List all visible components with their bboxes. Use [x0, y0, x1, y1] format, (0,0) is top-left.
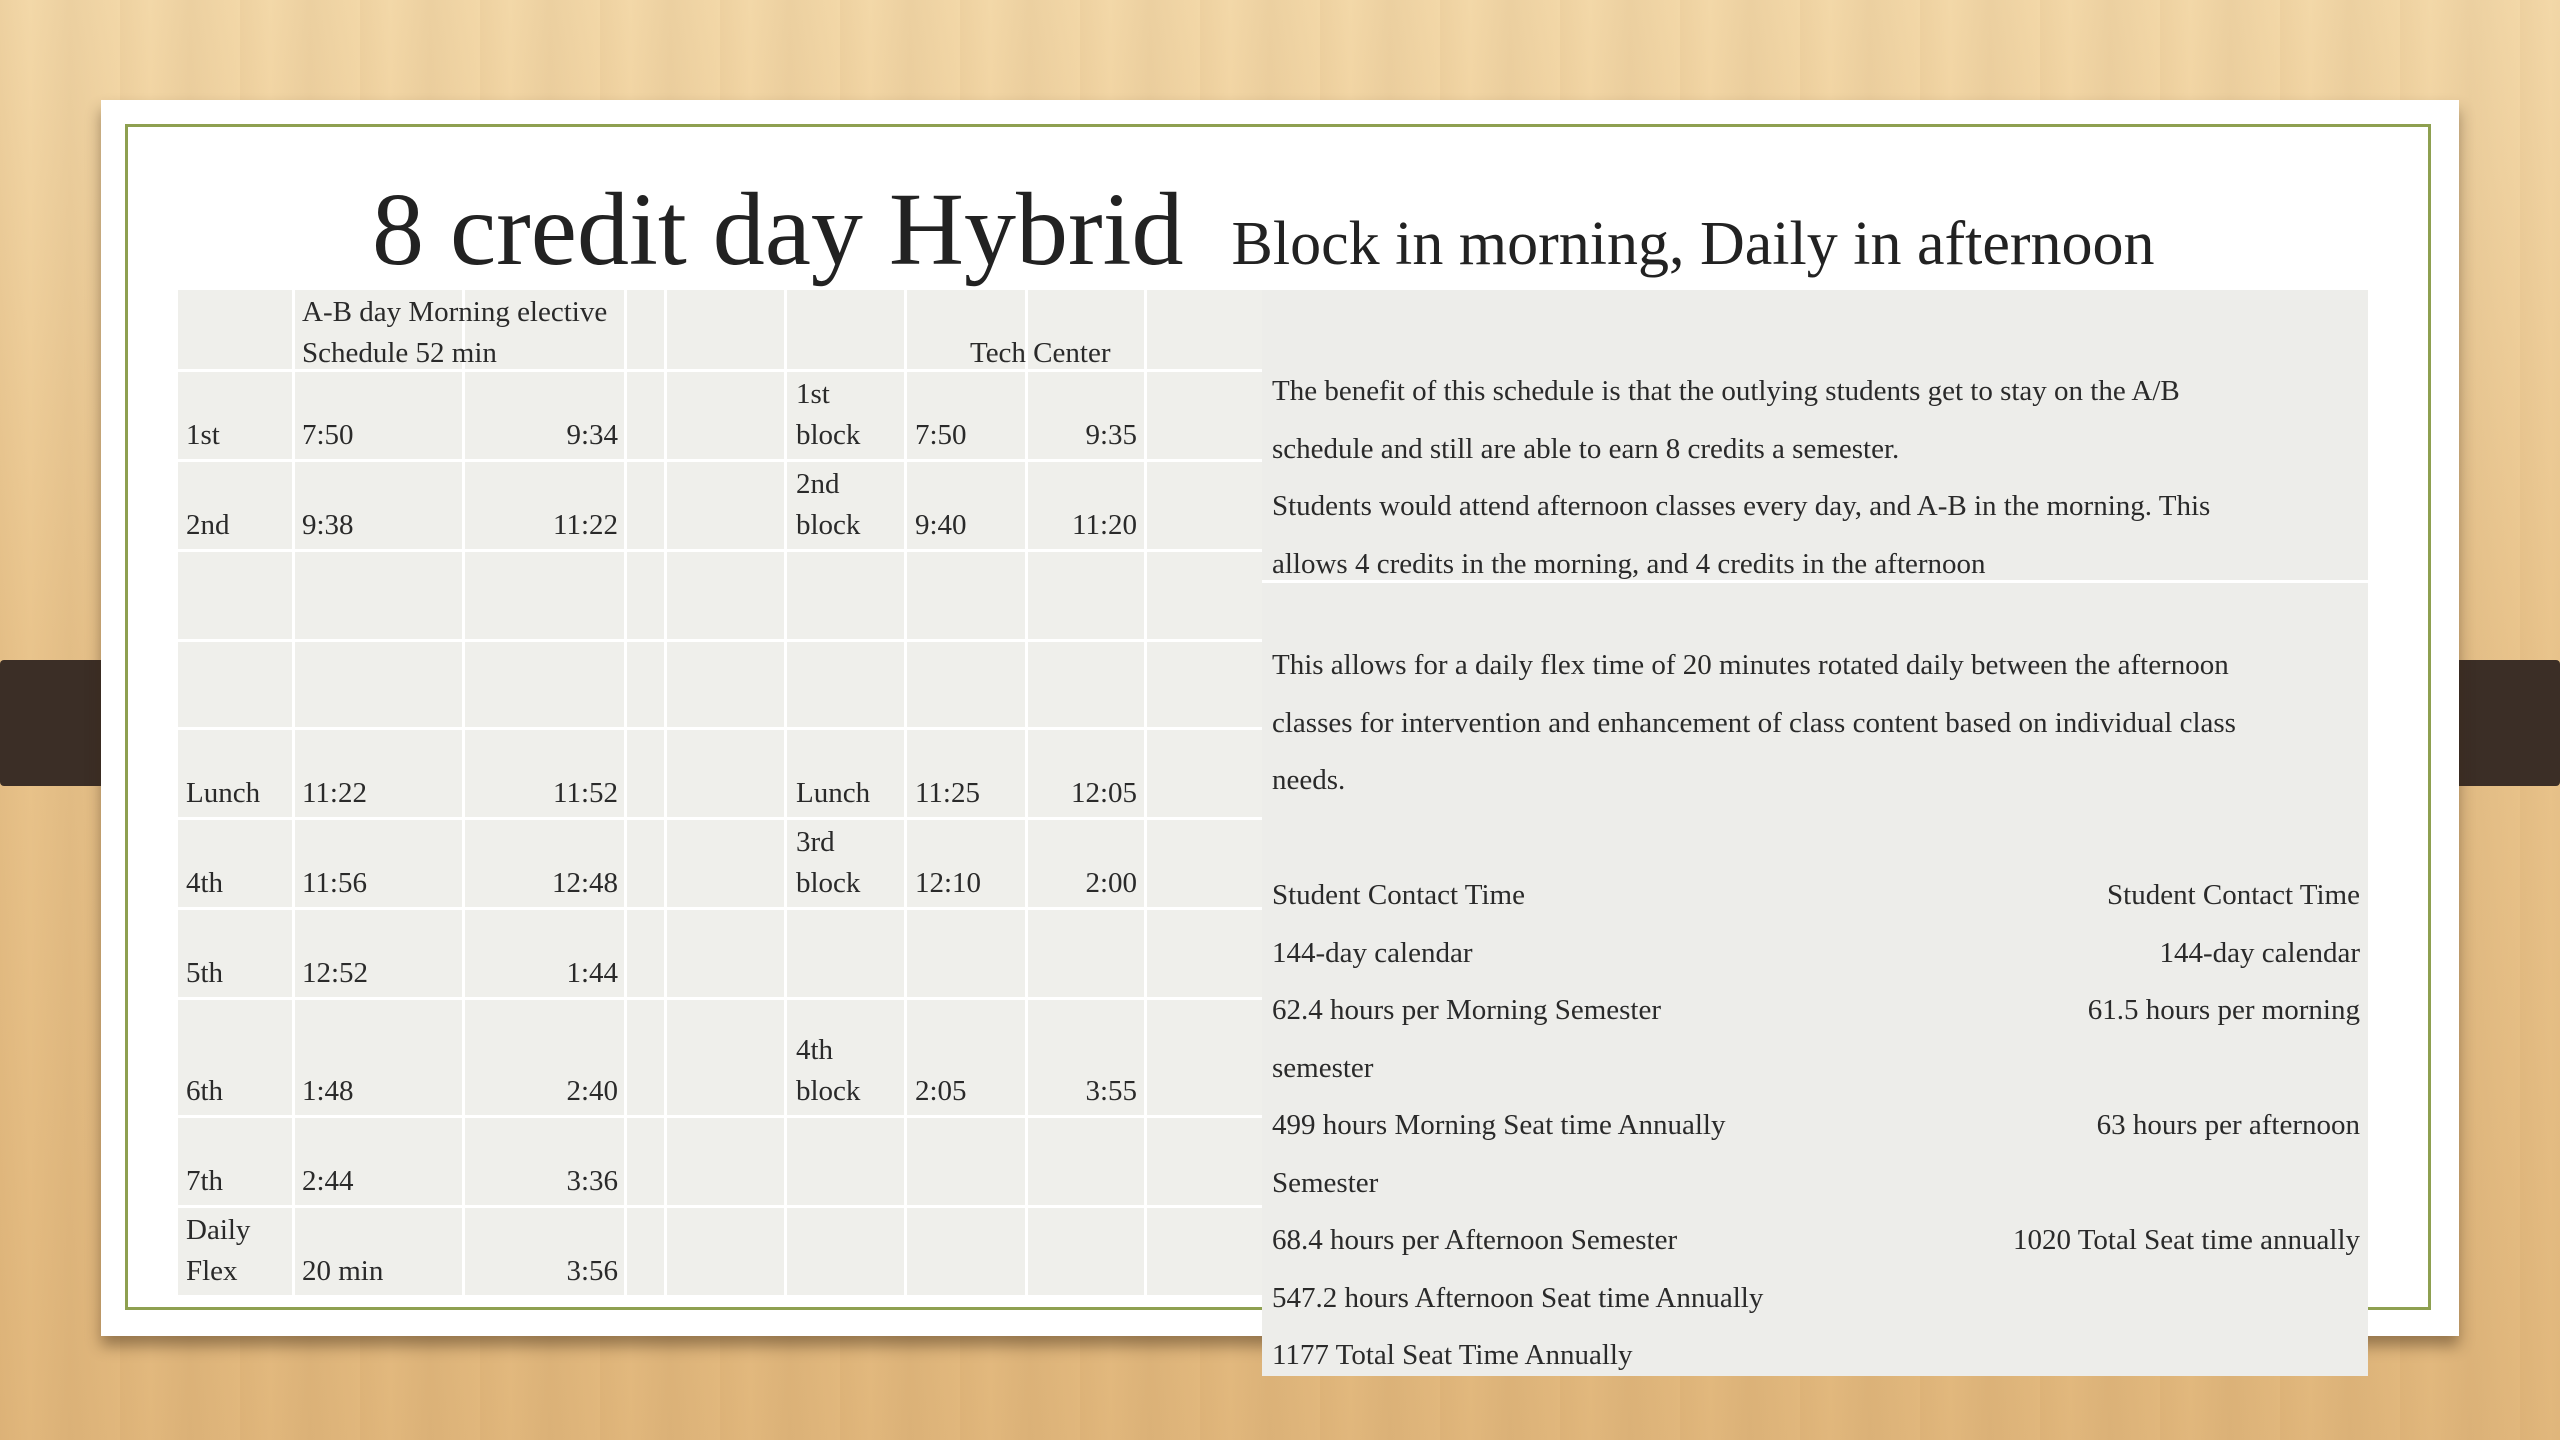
period-start-time: 1:48 [302, 1075, 354, 1107]
tech-center-header: Tech Center [970, 337, 1111, 369]
morning-header-line: A-B day Morning elective [302, 296, 608, 328]
tech-block-label: block [796, 419, 861, 451]
period-label: 6th [186, 1075, 224, 1107]
tech-end-time: 12:05 [1070, 777, 1137, 809]
contact-left-line: 499 hours Morning Seat time Annually [1272, 1109, 1726, 1141]
period-label: 7th [186, 1165, 224, 1197]
period-end-time: 12:48 [551, 867, 618, 899]
period-start-time: 9:38 [302, 509, 354, 541]
table-row-divider [178, 817, 1262, 820]
contact-right-line: Student Contact Time [2107, 879, 2360, 911]
tech-block-label: 2nd [796, 468, 840, 500]
period-start-time: 20 min [302, 1255, 384, 1287]
tech-start-time: 7:50 [915, 419, 967, 451]
contact-left-line: 547.2 hours Afternoon Seat time Annually [1272, 1281, 1764, 1314]
morning-header-line: Schedule 52 min [302, 337, 497, 369]
table-row-divider [178, 727, 1262, 730]
flex-text-line: classes for intervention and enhancement of class content based on individual class [1272, 706, 2236, 739]
period-label: 1st [186, 419, 220, 451]
period-end-time: 1:44 [566, 957, 618, 989]
contact-right-line: 144-day calendar [2159, 936, 2360, 969]
column-divider [904, 290, 907, 1295]
period-end-time: 3:36 [566, 1165, 618, 1197]
column-divider [784, 290, 787, 1295]
period-label: 2nd [186, 509, 230, 541]
tech-end-time: 9:35 [1085, 419, 1137, 451]
tech-start-time: 12:10 [915, 867, 982, 899]
table-row-divider [178, 1115, 1262, 1118]
period-label: 4th [186, 867, 224, 899]
period-label: Lunch [186, 777, 261, 809]
tech-block-label: block [796, 867, 861, 899]
contact-left-line: 62.4 hours per Morning Semester [1272, 994, 1662, 1026]
table-row-divider [178, 459, 1262, 462]
table-row-divider [178, 1205, 1262, 1208]
tech-end-time: 11:20 [1072, 509, 1137, 541]
period-label: Flex [186, 1255, 238, 1287]
period-end-time: 2:40 [566, 1075, 618, 1107]
contact-left-line: Semester [1272, 1166, 1379, 1199]
table-row-divider [178, 549, 1262, 552]
flex-text-line: needs. [1272, 764, 1346, 796]
contact-left-line: 68.4 hours per Afternoon Semester [1272, 1224, 1678, 1256]
tech-block-label: 1st [796, 378, 830, 410]
period-end-time: 9:34 [566, 419, 618, 451]
period-start-time: 11:22 [302, 777, 367, 809]
column-divider [292, 290, 295, 1295]
tech-end-time: 2:00 [1085, 867, 1137, 899]
benefit-text-line: schedule and still are able to earn 8 credits a semester. [1272, 432, 1900, 465]
schedule-table [178, 290, 1262, 1295]
period-label: Daily [186, 1214, 251, 1246]
table-row-divider [178, 639, 1262, 642]
contact-right-line: 63 hours per afternoon [2096, 1109, 2360, 1141]
period-start-time: 2:44 [302, 1165, 354, 1197]
info-panel [1262, 290, 2368, 1376]
column-divider [1144, 290, 1147, 1295]
slide-title [372, 170, 2155, 289]
period-label: 5th [186, 957, 224, 989]
table-row-divider [178, 907, 1262, 910]
tech-start-time: 9:40 [915, 509, 967, 541]
contact-left-line: Student Contact Time [1272, 879, 1525, 911]
period-start-time: 12:52 [302, 957, 369, 989]
column-divider [624, 290, 627, 1295]
title-main: 8 credit day Hybrid [372, 172, 1184, 287]
tech-block-label: block [796, 1075, 861, 1107]
contact-left-line: 144-day calendar [1272, 936, 1473, 969]
tech-block-label: Lunch [796, 777, 871, 809]
column-divider [664, 290, 667, 1295]
flex-text-line: This allows for a daily flex time of 20 minutes rotated daily between the afternoon [1272, 649, 2229, 681]
contact-right-line: 1020 Total Seat time annually [2013, 1224, 2360, 1256]
table-row-divider [178, 997, 1262, 1000]
tech-block-label: 3rd [796, 826, 835, 858]
contact-left-line: semester [1272, 1051, 1374, 1084]
period-start-time: 7:50 [302, 419, 354, 451]
benefit-text-line: Students would attend afternoon classes every day, and A-B in the morning. This [1272, 490, 2211, 522]
period-end-time: 3:56 [566, 1255, 618, 1287]
period-end-time: 11:22 [553, 509, 618, 541]
benefit-text-line: allows 4 credits in the morning, and 4 credits in the afternoon [1272, 547, 1986, 580]
period-start-time: 11:56 [302, 867, 367, 899]
tech-end-time: 3:55 [1085, 1075, 1137, 1107]
contact-right-line: 61.5 hours per morning [2087, 994, 2360, 1026]
contact-left-line: 1177 Total Seat Time Annually [1272, 1339, 1633, 1371]
tech-start-time: 11:25 [915, 777, 980, 809]
benefit-text-line: The benefit of this schedule is that the outlying students get to stay on the A/B [1272, 375, 2180, 407]
tech-start-time: 2:05 [915, 1075, 967, 1107]
period-end-time: 11:52 [553, 777, 618, 809]
tech-block-label: block [796, 509, 861, 541]
tech-block-label: 4th [796, 1034, 834, 1066]
title-subtitle: Block in morning, Daily in afternoon [1231, 210, 2155, 278]
